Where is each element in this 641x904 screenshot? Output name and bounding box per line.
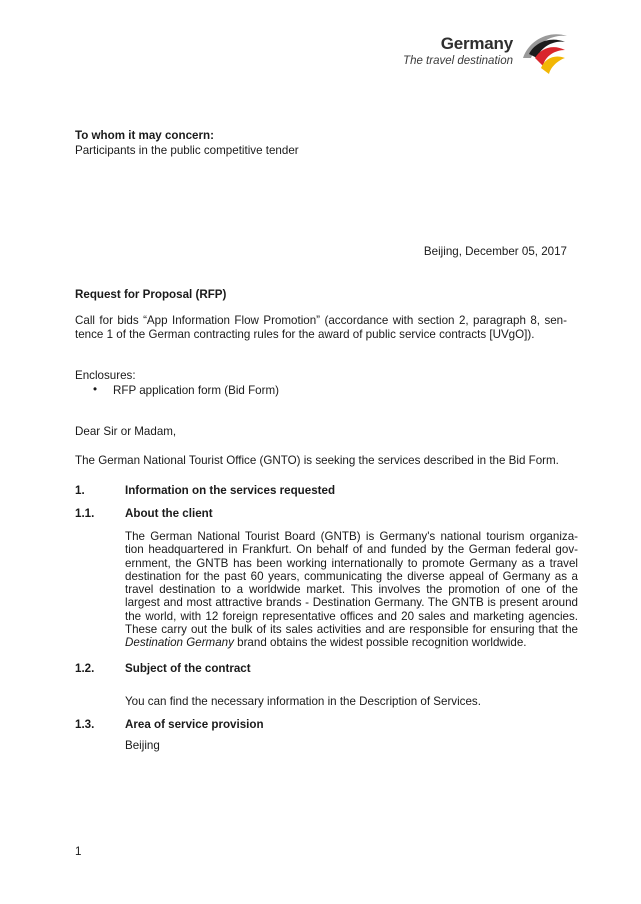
paragraph-line: ernment, the GNTB has been working internationally to promote Germany as a travel [125,556,578,570]
paragraph-line: The German National Tourist Board (GNTB) is Germany's national tourism organiza- [125,530,578,543]
bullet-icon: • [93,383,98,396]
addressee-line: Participants in the public competitive tender [75,144,299,157]
germany-travel-logo [391,28,571,76]
section-1-3-number: 1.3. [75,718,95,731]
call-for-bids-line-1: Call for bids “App Information Flow Promotion” (accordance with section 2, paragraph 8, sen- [75,314,567,327]
logo-wordmark: Germany [440,34,513,53]
section-1-number: 1. [75,484,85,497]
paragraph-last-line [125,636,578,649]
paragraph-line: the world, with 12 foreign representative offices and 20 sales and marketing agencies. [125,609,578,623]
enclosure-item: RFP application form (Bid Form) [113,384,280,397]
enclosures-label: Enclosures: [75,369,136,382]
rfp-title: Request for Proposal (RFP) [75,288,227,301]
paragraph-last-line-rest: brand obtains the widest possible recognition worldwide. [233,636,527,650]
paragraph-line: destination for the past 60 years, communicating the diverse appeal of Germany as a [125,569,578,583]
paragraph-line: largest and most attractive brands - Destination Germany. The GNTB is present around [125,596,578,610]
salutation: Dear Sir or Madam, [75,425,177,438]
logo-tagline: The travel destination [403,55,513,67]
paragraph-line: travel destination to a worldwide market. This involves the promotion of one of the [125,583,578,597]
page-number: 1 [75,845,82,858]
addressee-heading: To whom it may concern: [75,129,214,142]
brand-emphasis: Destination Germany [125,636,234,650]
germany-swoosh-icon [519,28,571,76]
section-1-1-number: 1.1. [75,507,95,520]
section-1-1-title: About the client [125,507,213,520]
paragraph-line: These carry out the bulk of its sales activities and are responsible for ensuring that the [125,623,578,637]
section-1-title: Information on the services requested [125,484,336,497]
section-1-2-title: Subject of the contract [125,662,251,675]
section-1-2-number: 1.2. [75,662,95,675]
call-for-bids-line-2: tence 1 of the German contracting rules for the award of public service contracts [UVgO]). [75,328,535,341]
intro-paragraph: The German National Tourist Office (GNTO) is seeking the services described in the Bid Form. [75,454,559,467]
section-1-3-title: Area of service provision [125,718,264,731]
section-1-2-text: You can find the necessary information in the Description of Services. [125,695,481,708]
paragraph-line: tion headquartered in Frankfurt. On behalf of and funded by the German federal gov- [125,543,578,557]
date-line: Beijing, December 05, 2017 [423,245,567,258]
about-client-paragraph [125,530,578,650]
section-1-3-text: Beijing [125,739,160,752]
